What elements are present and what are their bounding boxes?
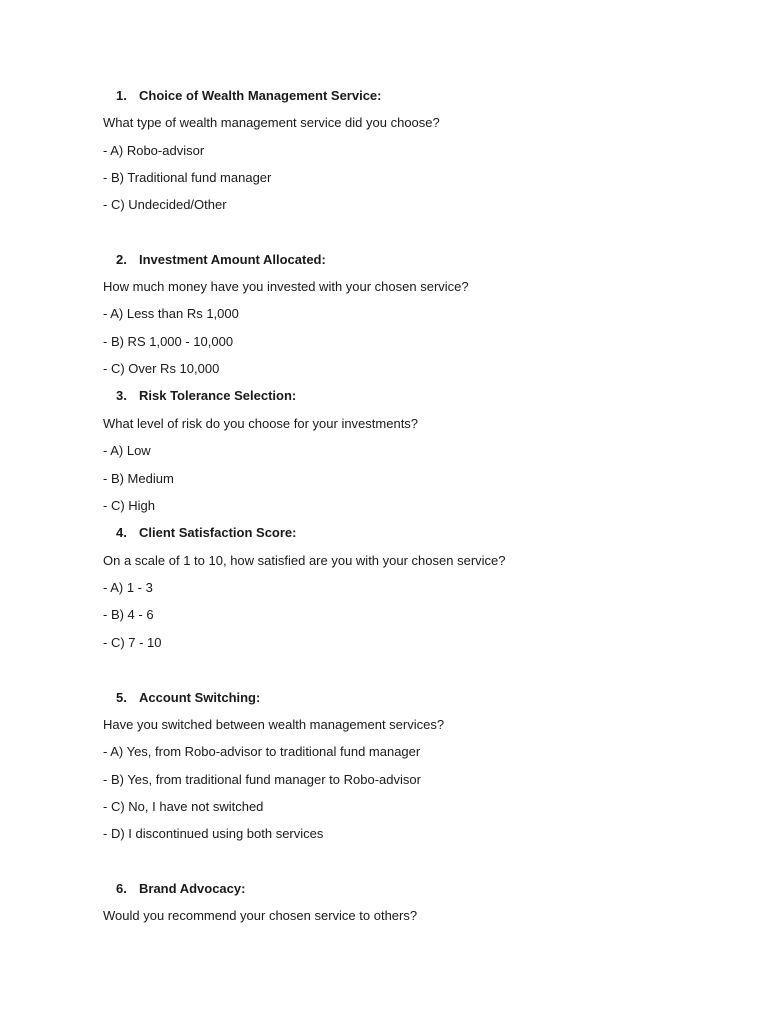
question-5-option-b: - B) Yes, from traditional fund manager to Robo-advisor bbox=[103, 772, 421, 787]
question-6-heading bbox=[116, 881, 245, 897]
question-6-title: Brand Advocacy: bbox=[139, 881, 246, 896]
question-1-prompt: What type of wealth management service did you choose? bbox=[103, 115, 440, 130]
question-4-option-a: - A) 1 - 3 bbox=[103, 580, 153, 595]
question-3-option-a: - A) Low bbox=[103, 443, 151, 458]
question-4-option-c: - C) 7 - 10 bbox=[103, 635, 162, 650]
question-1-title: Choice of Wealth Management Service: bbox=[139, 88, 382, 103]
question-2-number: 2. bbox=[116, 252, 127, 267]
question-4-heading bbox=[116, 525, 296, 541]
question-5-title: Account Switching: bbox=[139, 690, 261, 705]
question-3-heading bbox=[116, 388, 296, 404]
question-6-number: 6. bbox=[116, 881, 127, 896]
question-5-heading bbox=[116, 690, 260, 706]
question-3-prompt: What level of risk do you choose for your investments? bbox=[103, 416, 419, 431]
question-4-number: 4. bbox=[116, 525, 127, 540]
question-1-number: 1. bbox=[116, 88, 127, 103]
question-5-option-c: - C) No, I have not switched bbox=[103, 799, 264, 814]
question-2-prompt: How much money have you invested with your chosen service? bbox=[103, 279, 469, 294]
question-5-number: 5. bbox=[116, 690, 127, 705]
question-4-title: Client Satisfaction Score: bbox=[139, 525, 297, 540]
question-2-heading bbox=[116, 252, 326, 268]
question-2-title: Investment Amount Allocated: bbox=[139, 252, 326, 267]
question-1-option-a: - A) Robo-advisor bbox=[103, 143, 205, 158]
question-2-option-b: - B) RS 1,000 - 10,000 bbox=[103, 334, 234, 349]
question-5-option-d: - D) I discontinued using both services bbox=[103, 826, 324, 841]
question-6-prompt: Would you recommend your chosen service to others? bbox=[103, 908, 418, 923]
question-1-option-c: - C) Undecided/Other bbox=[103, 197, 227, 212]
question-3-title: Risk Tolerance Selection: bbox=[139, 388, 297, 403]
question-3-option-b: - B) Medium bbox=[103, 471, 174, 486]
question-4-prompt: On a scale of 1 to 10, how satisfied are you with your chosen service? bbox=[103, 553, 506, 568]
question-1-heading bbox=[116, 88, 382, 104]
question-3-number: 3. bbox=[116, 388, 127, 403]
question-4-option-b: - B) 4 - 6 bbox=[103, 607, 154, 622]
question-2-option-a: - A) Less than Rs 1,000 bbox=[103, 306, 239, 321]
question-5-prompt: Have you switched between wealth management services? bbox=[103, 717, 445, 732]
question-3-option-c: - C) High bbox=[103, 498, 156, 513]
question-5-option-a: - A) Yes, from Robo-advisor to traditional fund manager bbox=[103, 744, 421, 759]
question-2-option-c: - C) Over Rs 10,000 bbox=[103, 361, 220, 376]
question-1-option-b: - B) Traditional fund manager bbox=[103, 170, 272, 185]
